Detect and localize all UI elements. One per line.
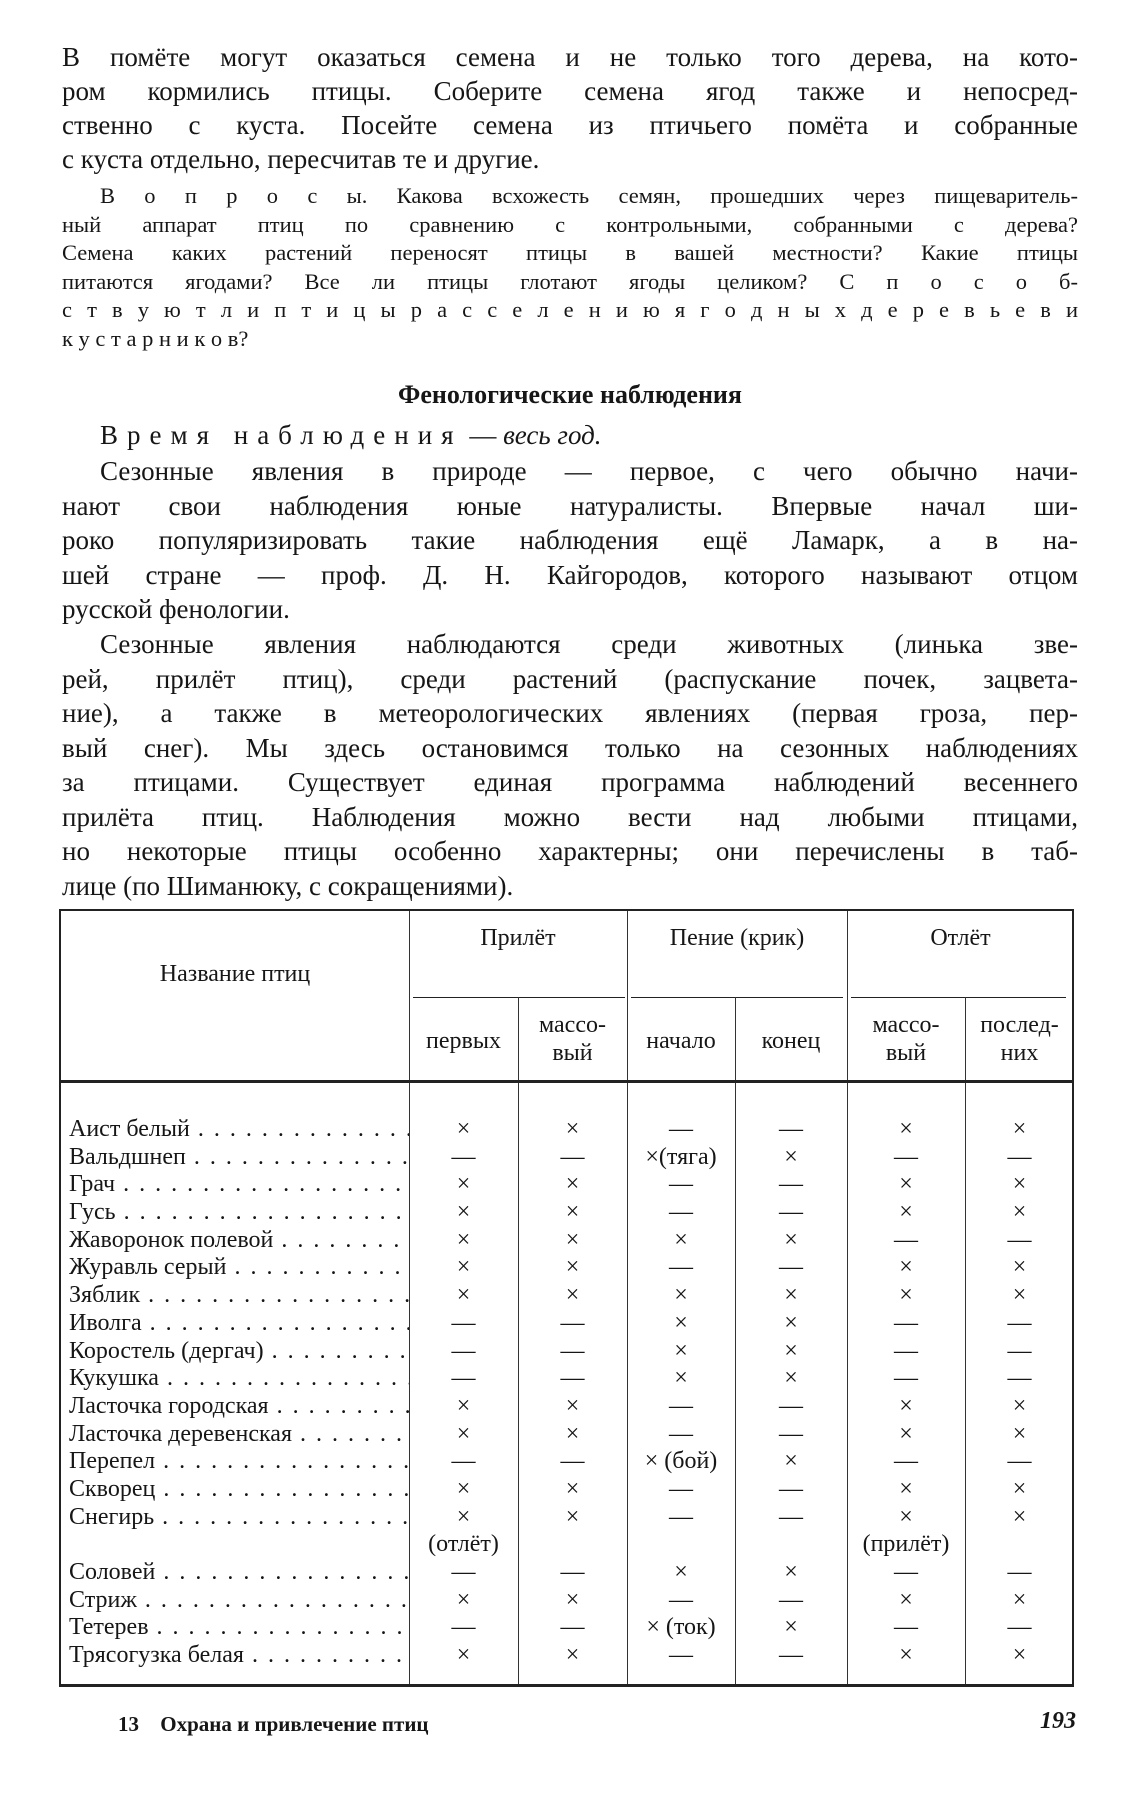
cell-departure-last: —: [1007, 1365, 1032, 1392]
cell-departure-last: ×: [1012, 1254, 1027, 1281]
cell-singing-end: ×: [784, 1614, 798, 1641]
column-rule: [627, 911, 628, 1080]
cell-departure-last: ×: [1012, 1116, 1027, 1142]
cell-singing-start: —: [669, 1503, 693, 1530]
cell-singing-end: —: [779, 1116, 803, 1142]
cell-singing-start: ×(тяга): [645, 1143, 717, 1170]
bird-name: Трясогузка белая . . .: [61, 1642, 409, 1670]
cell-departure-mass: ×: [899, 1254, 913, 1281]
table-row: [61, 1393, 1072, 1421]
cell-singing-end: —: [779, 1642, 803, 1669]
cell-arrival-first: ×: [456, 1171, 471, 1198]
text-line: Сезонные явления в природе — первое, с чего обычно начи-: [100, 456, 1078, 486]
column-rule: [409, 911, 410, 1080]
cell-singing-start: ×: [674, 1226, 688, 1253]
cell-singing-end: —: [779, 1475, 803, 1502]
cell-singing-end: ×: [784, 1309, 798, 1336]
header-divider: [851, 997, 1066, 998]
table-row: [61, 1421, 1072, 1449]
table-row: [61, 1310, 1072, 1338]
cell-arrival-first: ×: [456, 1116, 471, 1142]
subheader-start: начало: [646, 1028, 716, 1054]
subheader-text: них: [1000, 1040, 1039, 1066]
bird-name: Тетерев . . .: [61, 1614, 409, 1642]
bird-name: Ласточка городская . . .: [61, 1393, 409, 1421]
table-row: [61, 1171, 1072, 1199]
bird-name: Журавль серый . . .: [61, 1254, 409, 1282]
text-line: Семена каких растений переносят птицы в вашей местности? Какие птицы: [62, 240, 1078, 265]
text-line: к у с т а р н и к о в?: [62, 325, 249, 351]
cell-departure-mass: ×: [899, 1116, 913, 1142]
cell-singing-start: —: [669, 1420, 693, 1447]
cell-singing-end: ×: [784, 1226, 798, 1253]
cell-arrival-first: ×: [456, 1282, 471, 1309]
text-line: нают свои наблюдения юные натуралисты. Впервые начал ши-: [62, 490, 1078, 521]
cell-departure-last: —: [1007, 1337, 1032, 1364]
text-line: ром кормились птицы. Соберите семена ягод также и непосред-: [62, 76, 1078, 106]
cell-singing-start: ×: [674, 1337, 688, 1364]
text-line: ственно с куста. Посейте семена из птичьего помёта и собранные: [62, 110, 1078, 140]
cell-arrival-mass: ×: [565, 1171, 580, 1198]
cell-departure-last: ×: [1012, 1475, 1027, 1502]
paragraph-seasonal-phenomena: [62, 627, 1078, 903]
bird-name: Иволга . . .: [61, 1310, 409, 1338]
cell-departure-last: ×: [1012, 1199, 1027, 1226]
cell-arrival-first: —: [451, 1309, 476, 1336]
table-row: [61, 1338, 1072, 1366]
table-row: [61, 1144, 1072, 1172]
cell-arrival-first: ×: [456, 1392, 471, 1419]
cell-singing-start: ×: [674, 1365, 688, 1392]
column-rule: [965, 997, 966, 1080]
cell-arrival-mass: ×: [565, 1199, 580, 1226]
cell-singing-end: —: [779, 1254, 803, 1281]
table-row: [61, 1448, 1072, 1476]
cell-singing-end: ×: [784, 1448, 798, 1475]
table-row: [61, 1282, 1072, 1310]
cell-arrival-mass: —: [560, 1337, 585, 1364]
cell-arrival-first: ×: [456, 1475, 471, 1502]
cell-singing-start: [627, 1531, 735, 1559]
subheader-mass-arrival: [518, 1011, 627, 1067]
cell-departure-mass: —: [894, 1309, 918, 1336]
chapter-number: 13: [118, 1712, 139, 1736]
cell-arrival-mass: —: [560, 1365, 585, 1392]
bird-name: Перепел . . .: [61, 1448, 409, 1476]
table-row: [61, 1365, 1072, 1393]
header-group-arrival: Прилёт: [480, 925, 556, 951]
text-line: Сезонные явления наблюдаются среди животных (линька зве-: [100, 629, 1078, 659]
cell-departure-mass: ×: [899, 1171, 913, 1198]
cell-departure-mass: —: [894, 1365, 918, 1392]
page-footer: [118, 1712, 429, 1737]
bird-name: Зяблик . . .: [61, 1282, 409, 1310]
header-divider: [631, 997, 843, 998]
cell-departure-mass: ×: [899, 1392, 913, 1419]
section-heading: Фенологические наблюдения: [398, 380, 742, 409]
cell-arrival-mass: ×: [565, 1475, 580, 1502]
cell-singing-start: —: [669, 1116, 693, 1142]
cell-departure-mass: ×: [899, 1475, 913, 1502]
cell-arrival-mass: ×: [565, 1254, 580, 1281]
table-row: [61, 1587, 1072, 1615]
cell-arrival-first: —: [451, 1365, 476, 1392]
cell-departure-mass: —: [894, 1143, 918, 1170]
text-line: за птицами. Существует единая программа наблюдений весеннего: [62, 767, 1078, 797]
bird-name: Жаворонок полевой . . .: [61, 1227, 409, 1255]
cell-arrival-first: (отлёт): [428, 1531, 499, 1558]
cell-singing-start: —: [669, 1171, 693, 1198]
text-line: вый снег). Мы здесь остановимся только на сезонных наблюдениях: [62, 732, 1078, 763]
cell-arrival-first: ×: [456, 1254, 471, 1281]
header-group-singing: Пение (крик): [669, 925, 805, 951]
bird-name: Аист белый . . .: [61, 1116, 409, 1144]
questions-paragraph: [62, 182, 1078, 353]
bird-name: Вальдшнеп . . .: [61, 1144, 409, 1172]
chapter-title: Охрана и привлечение птиц: [160, 1712, 429, 1736]
subheader-mass-departure: [847, 1011, 965, 1067]
cell-arrival-first: —: [451, 1614, 476, 1641]
observation-time-value: весь год.: [503, 420, 602, 450]
table-row: [61, 1116, 1072, 1144]
bird-name: Ласточка деревенская . . .: [61, 1421, 409, 1449]
cell-departure-last: —: [1007, 1614, 1032, 1641]
column-rule: [735, 997, 736, 1080]
cell-singing-end: ×: [784, 1282, 798, 1309]
text-line: прилёта птиц. Наблюдения можно вести над любыми птицами,: [62, 801, 1078, 832]
table-row: [61, 1504, 1072, 1532]
text-line: ние), а также в метеорологических явлениях (первая гроза, пер-: [62, 698, 1078, 728]
cell-arrival-mass: —: [560, 1614, 585, 1641]
cell-departure-mass: ×: [899, 1586, 913, 1613]
text-line: шей стране — проф. Д. Н. Кайгородов, которого называют отцом: [62, 559, 1078, 590]
table-body: [61, 1116, 1072, 1670]
table-row: [61, 1642, 1072, 1670]
table-note-row: [61, 1531, 1072, 1559]
bird-name: Кукушка . . .: [61, 1365, 409, 1393]
text-line: но некоторые птицы особенно характерны; они перечислены в таб-: [62, 836, 1078, 866]
cell-singing-end: ×: [784, 1559, 798, 1585]
table-row: [61, 1559, 1072, 1587]
header-divider: [413, 997, 625, 998]
cell-singing-start: —: [669, 1475, 693, 1502]
column-rule: [518, 997, 519, 1080]
cell-arrival-mass: ×: [565, 1503, 580, 1530]
text-line: лице (по Шиманюку, с сокращениями).: [62, 870, 514, 901]
subheader-text: послед-: [980, 1012, 1059, 1038]
subheader-first: первых: [426, 1028, 501, 1054]
cell-singing-start: —: [669, 1254, 693, 1281]
cell-arrival-mass: —: [560, 1448, 585, 1475]
cell-arrival-first: —: [451, 1337, 476, 1364]
cell-departure-mass: ×: [899, 1420, 913, 1447]
table-row: [61, 1476, 1072, 1504]
cell-departure-last: —: [1007, 1559, 1032, 1585]
page-number: 193: [1040, 1708, 1076, 1734]
text-line: ный аппарат птиц по сравнению с контрольными, собранными с дерева?: [62, 211, 1078, 237]
subheader-last: [965, 1011, 1074, 1067]
bird-name: Скворец . . .: [61, 1476, 409, 1504]
subheader-text: массо-: [872, 1012, 940, 1038]
table-header: [61, 911, 1072, 1083]
table-row: [61, 1227, 1072, 1255]
cell-departure-mass: ×: [899, 1642, 913, 1669]
subheader-text: вый: [552, 1040, 593, 1066]
cell-singing-end: ×: [784, 1143, 798, 1170]
cell-singing-start: × (ток): [646, 1614, 716, 1641]
cell-arrival-mass: —: [560, 1559, 585, 1585]
table-row: [61, 1199, 1072, 1227]
cell-arrival-mass: ×: [565, 1226, 580, 1253]
text-line: В помёте могут оказаться семена и не только того дерева, на кото-: [62, 42, 1078, 72]
cell-singing-start: × (бой): [644, 1448, 718, 1475]
cell-departure-mass: (прилёт): [862, 1531, 950, 1558]
cell-departure-mass: ×: [899, 1199, 913, 1226]
cell-singing-end: —: [779, 1199, 803, 1226]
bird-name: [61, 1531, 409, 1559]
cell-arrival-mass: ×: [565, 1282, 580, 1309]
cell-arrival-mass: ×: [565, 1642, 580, 1669]
cell-arrival-first: ×: [456, 1586, 471, 1613]
cell-arrival-mass: ×: [565, 1420, 580, 1447]
cell-departure-last: ×: [1012, 1171, 1027, 1198]
cell-arrival-mass: —: [560, 1309, 585, 1336]
observation-time-label: Время наблюдения: [100, 420, 463, 450]
cell-singing-start: ×: [674, 1282, 688, 1309]
cell-singing-end: —: [779, 1392, 803, 1419]
header-group-departure: Отлёт: [930, 925, 991, 951]
cell-singing-end: [735, 1531, 847, 1559]
cell-arrival-first: —: [451, 1143, 476, 1170]
bird-migration-table: [59, 909, 1074, 1687]
bird-name: Снегирь . . .: [61, 1504, 409, 1532]
cell-departure-last: —: [1007, 1143, 1032, 1170]
cell-singing-end: —: [779, 1420, 803, 1447]
text-line: питаются ягодами? Все ли птицы глотают ягоды целиком? С п о с о б-: [62, 268, 1078, 294]
cell-singing-start: ×: [674, 1559, 688, 1585]
bird-name: Соловей . . .: [61, 1559, 409, 1587]
text-line: В о п р о с ы. Какова всхожесть семян, прошедших через пищеваритель-: [100, 183, 1078, 208]
cell-departure-last: ×: [1012, 1586, 1027, 1613]
cell-arrival-mass: —: [560, 1143, 585, 1170]
cell-arrival-first: —: [451, 1559, 476, 1585]
cell-arrival-first: ×: [456, 1503, 471, 1530]
cell-arrival-first: ×: [456, 1420, 471, 1447]
cell-singing-end: ×: [784, 1365, 798, 1392]
cell-departure-last: [965, 1531, 1074, 1559]
cell-singing-start: —: [669, 1642, 693, 1669]
cell-arrival-mass: ×: [565, 1392, 580, 1419]
cell-departure-mass: —: [894, 1337, 918, 1364]
observation-time-dash: —: [462, 420, 504, 450]
cell-departure-mass: —: [894, 1614, 918, 1641]
cell-departure-last: ×: [1012, 1392, 1027, 1419]
subheader-end: конец: [761, 1028, 821, 1054]
text-line: с куста отдельно, пересчитав те и другие.: [62, 144, 540, 174]
cell-departure-last: —: [1007, 1226, 1032, 1253]
cell-departure-last: —: [1007, 1448, 1032, 1475]
cell-departure-last: ×: [1012, 1642, 1027, 1669]
text-line: русской фенологии.: [62, 594, 290, 624]
cell-arrival-first: ×: [456, 1642, 471, 1669]
bird-name: Стриж . . .: [61, 1587, 409, 1615]
cell-departure-mass: ×: [899, 1503, 913, 1530]
cell-departure-last: ×: [1012, 1420, 1027, 1447]
bird-name: Коростель (дергач) . . .: [61, 1338, 409, 1366]
subheader-text: массо-: [539, 1012, 606, 1038]
text-line: роко популяризировать такие наблюдения ещё Ламарк, а в на-: [62, 525, 1078, 555]
bird-name: Гусь . . .: [61, 1199, 409, 1227]
cell-departure-mass: —: [894, 1559, 918, 1585]
cell-arrival-first: —: [451, 1448, 476, 1475]
cell-departure-last: ×: [1012, 1503, 1027, 1530]
cell-singing-end: —: [779, 1171, 803, 1198]
cell-departure-mass: —: [894, 1448, 918, 1475]
cell-arrival-mass: ×: [565, 1116, 580, 1142]
cell-singing-start: —: [669, 1586, 693, 1613]
cell-singing-end: ×: [784, 1337, 798, 1364]
cell-singing-end: —: [779, 1586, 803, 1613]
cell-singing-start: ×: [674, 1309, 688, 1336]
cell-arrival-first: ×: [456, 1226, 471, 1253]
column-rule: [847, 911, 848, 1080]
subheader-text: вый: [885, 1040, 927, 1066]
table-row: [61, 1254, 1072, 1282]
paragraph-seasonal-intro: [62, 454, 1078, 627]
cell-singing-end: —: [779, 1503, 803, 1530]
cell-departure-mass: —: [894, 1226, 918, 1253]
header-bird-name: Название птиц: [159, 961, 311, 987]
cell-arrival-mass: [518, 1531, 627, 1559]
cell-arrival-mass: ×: [565, 1586, 580, 1613]
text-line: с т в у ю т л и п т и ц ы р а с с е л е н и ю я г о д н ы х д е р е в ь е в и: [62, 297, 1078, 322]
cell-arrival-first: ×: [456, 1199, 471, 1226]
cell-singing-start: —: [669, 1392, 693, 1419]
table-row: [61, 1614, 1072, 1642]
cell-departure-last: ×: [1012, 1282, 1027, 1309]
cell-departure-last: —: [1007, 1309, 1032, 1336]
cell-departure-mass: ×: [899, 1282, 913, 1309]
observation-time: [100, 420, 602, 451]
cell-singing-start: —: [669, 1199, 693, 1226]
paragraph-seeds: [62, 40, 1078, 176]
bird-name: Грач . . .: [61, 1171, 409, 1199]
text-line: рей, прилёт птиц), среди растений (распускание почек, зацвета-: [62, 663, 1078, 694]
